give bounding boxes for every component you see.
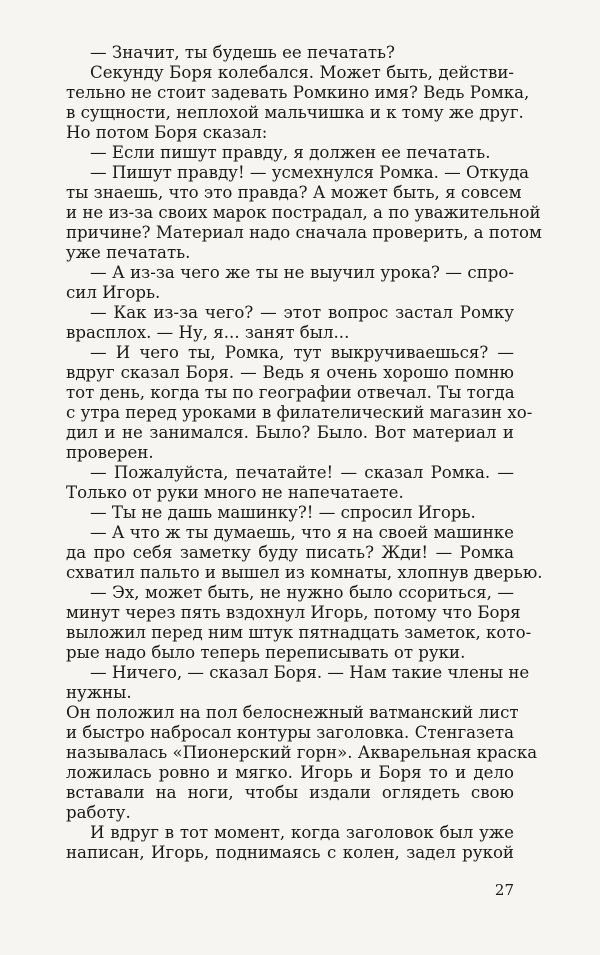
- text-line: дил и не занимался. Было? Было. Вот материал и: [66, 423, 514, 442]
- text-line: — Значит, ты будешь ее печатать?: [90, 43, 395, 62]
- text-line: сил Игорь.: [66, 283, 161, 302]
- text-line: в сущности, неплохой мальчишка и к тому же друг.: [66, 103, 524, 122]
- text-line: Секунду Боря колебался. Может быть, действи-: [90, 63, 514, 82]
- text-line: — Ты не дашь машинку?! — спросил Игорь.: [90, 503, 476, 522]
- text-line: — Пишут правду! — усмехнулся Ромка. — Откуда: [90, 163, 530, 182]
- page-number: 27: [494, 881, 514, 899]
- text-line: и не из-за своих марок пострадал, а по уважительной: [66, 203, 541, 222]
- text-line: с утра перед уроками в филателический магазин хо-: [66, 403, 533, 422]
- text-line: минут через пять вздохнул Игорь, потому что Боря: [66, 603, 521, 622]
- text-line: уже печатать.: [66, 243, 191, 262]
- text-line: да про себя заметку буду писать? Жди! — Ромка: [66, 543, 514, 562]
- text-line: проверен.: [66, 443, 154, 462]
- text-line: врасплох. — Ну, я... занят был...: [66, 323, 350, 342]
- text-line: Он положил на пол белоснежный ватманский лист: [66, 703, 519, 722]
- text-line: схватил пальто и вышел из комнаты, хлопнув дверью.: [66, 563, 543, 582]
- text-line: И вдруг в тот момент, когда заголовок был уже: [90, 823, 514, 842]
- text-line: написан, Игорь, поднимаясь с колен, задел рукой: [66, 843, 514, 862]
- text-line: причине? Материал надо сначала проверить, а потом: [66, 223, 542, 242]
- text-line: ложилась ровно и мягко. Игорь и Боря то и дело: [66, 763, 514, 782]
- text-line: — А из-за чего же ты не выучил урока? — спро-: [90, 263, 514, 282]
- text-line: рые надо было теперь переписывать от руки.: [66, 643, 466, 662]
- text-line: выложил перед ним штук пятнадцать заметок, кото-: [66, 623, 532, 642]
- text-line: Только от руки много не напечатаете.: [66, 483, 404, 502]
- text-line: и быстро набросал контуры заголовка. Стенгазета: [66, 723, 514, 742]
- text-line: вставали на ноги, чтобы издали оглядеть свою: [66, 783, 514, 802]
- text-line: ты знаешь, что это правда? А может быть, я совсем: [66, 183, 522, 202]
- text-line: — Если пишут правду, я должен ее печатать.: [90, 143, 491, 162]
- text-line: тельно не стоит задевать Ромкино имя? Ведь Ромка,: [66, 83, 530, 102]
- text-line: нужны.: [66, 683, 132, 702]
- text-line: — И чего ты, Ромка, тут выкручиваешься? —: [90, 343, 514, 362]
- text-line: работу.: [66, 803, 131, 822]
- text-line: — Как из-за чего? — этот вопрос застал Ромку: [90, 303, 514, 322]
- text-line: — Пожалуйста, печатайте! — сказал Ромка. —: [90, 463, 514, 482]
- text-line: тот день, когда ты по географии отвечал. Ты тогда: [66, 383, 515, 402]
- text-line: Но потом Боря сказал:: [66, 123, 268, 142]
- text-line: называлась «Пионерский горн». Акварельная краска: [66, 743, 538, 762]
- text-line: вдруг сказал Боря. — Ведь я очень хорошо помню: [66, 363, 514, 382]
- text-line: — А что ж ты думаешь, что я на своей машинке: [90, 523, 514, 542]
- text-line: — Эх, может быть, не нужно было ссориться, —: [90, 583, 514, 602]
- text-line: — Ничего, — сказал Боря. — Нам такие члены не: [90, 663, 530, 682]
